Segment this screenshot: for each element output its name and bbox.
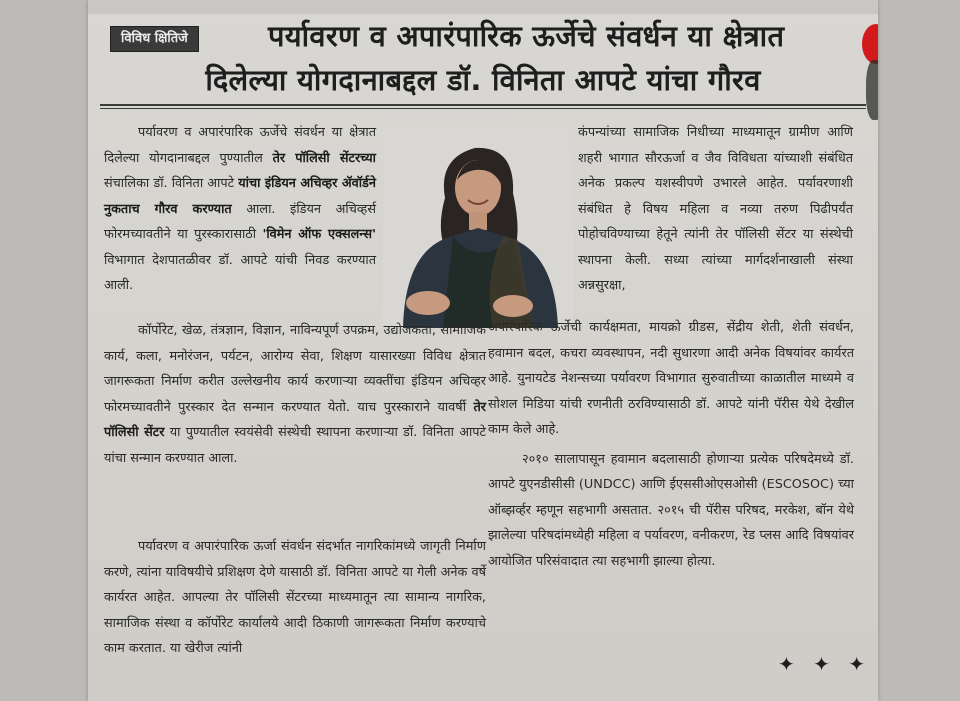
- paragraph-awards: [104, 318, 486, 471]
- article-column-3: [578, 120, 853, 299]
- paragraph-awareness: पर्यावरण व अपारंपारिक ऊर्जा संवर्धन संदर्भात नागरिकांमध्ये जागृती निर्माण करणे, त्यांना याविषयीचे प्रशिक्षण देणे यासाठी डॉ. विनिता आपटे या गेली अनेक वर्षे कार्यरत आहेत. आपल्या तेर पॉलिसी सेंटरच्या माध्यमातून त्या सामान्य नागरिक, सामाजिक संस्था व कॉर्पोरेट कार्यालये आदी ठिकाणी जागरूकता निर्माण करण्याचे काम करतात. या खेरीज त्यांनी: [104, 539, 486, 656]
- paragraph-projects: कंपन्यांच्या सामाजिक निधीच्या माध्यमातून ग्रामीण आणि शहरी भागात सौरऊर्जा व जैव विविधता यांच्याशी संबंधित अनेक प्रकल्प यशस्वीपणे उभारले आहेत. पर्यावरणाशी संबंधित हे विषय महिला व नव्या तरुण पिढीपर्यंत पोहोचविण्याच्या हेतूने त्यांनी तेर पॉलिसी सेंटर या संस्थेची स्थापना केली. सध्या त्यांच्या मार्गदर्शनाखाली संस्था अन्नसुरक्षा,: [578, 125, 853, 293]
- paragraph-conferences: २०१० सालापासून हवामान बदलासाठी होणाऱ्या प्रत्येक परिषदेमध्ये डॉ. आपटे युएनडीसीसी (UNDCC) आणि ईएससीओएसओसी (ESCOSOC) च्या ऑब्झर्व्हर म्हणून सहभागी असतात. २०१५ ची पॅरीस परिषद, मरकेश, बॉन येथे झालेल्या परिषदांमध्येही महिला व पर्यावरण, वनीकरण, रेड प्लस आदि विषयांवर आयोजित परिसंवादात त्या सहभागी झाल्या होत्या.: [488, 451, 854, 569]
- paragraph-work-areas: अपारंपारिक ऊर्जेची कार्यक्षमता, मायक्रो ग्रीडस, सेंद्रीय शेती, शेती संवर्धन, हवामान बदल, कचरा व्यवस्थापन, नदी सुधारणा आदी अनेक विषयांवर कार्यरत आहे. युनायटेड नेशन्सच्या पर्यावरण विभागात सुरुवातीच्या काळातील माध्यमे व सोशल मिडिया यांची रणनीती ठरविण्यासाठी डॉ. आपटे यांनी पॅरीस येथे देखील काम केले आहे.: [488, 320, 854, 437]
- para1-bold-b: तेर पॉलिसी सेंटरच्या: [272, 150, 376, 166]
- section-tag: विविध क्षितिजे: [110, 26, 199, 52]
- article-column-2: [104, 318, 486, 471]
- para1-text-g: विभागात देशपातळीवर डॉ. आपटे यांची निवड करण्यात आली.: [104, 252, 376, 293]
- page-top-band: [88, 0, 878, 14]
- article-column-1: [104, 120, 376, 299]
- headline-rule-thin: [100, 108, 866, 109]
- headline-line-2: दिलेल्या योगदानाबद्दल डॉ. विनिता आपटे यांचा गौरव: [205, 63, 761, 97]
- para1-bold-d: यांचा इंडियन अचिव्हर ॲवॉर्डने नुकताच गौरव करण्यात: [104, 176, 376, 217]
- para1-text-e: आला. इंडियन अचिव्हर्स फोरमच्यावतीने या पुरस्कारासाठी: [104, 201, 376, 242]
- headline-line-1: पर्यावरण व अपारंपारिक ऊर्जेचे संवर्धन या क्षेत्रात: [268, 19, 785, 53]
- end-of-article-stars: ✦ ✦ ✦: [778, 652, 871, 676]
- para2-bold-b: तेर पॉलिसी सेंटर: [104, 399, 486, 440]
- para1-text-a: पर्यावरण व अपारंपारिक ऊर्जेचे संवर्धन या क्षेत्रात दिलेल्या योगदानाबद्दल पुण्यातील: [104, 125, 376, 166]
- article-column-2b: [104, 534, 486, 662]
- newspaper-page: [88, 0, 878, 701]
- headline-rule: [100, 104, 866, 106]
- paragraph-intro: [104, 120, 376, 299]
- headline: [88, 14, 878, 102]
- portrait-illustration: [383, 128, 573, 328]
- para2-text-a: कॉर्पोरेट, खेळ, तंत्रज्ञान, विज्ञान, नाविन्यपूर्ण उपक्रम, उद्योजकता, सामाजिक कार्य, कला, मनोरंजन, पर्यटन, आरोग्य सेवा, शिक्षण यासारख्या विविध क्षेत्रात जागरूकता निर्माण करीत उल्लेखनीय कार्य करणाऱ्या व्यक्तींचा इंडियन अचिव्हर फोरमच्यावतीने पुरस्कार देत सन्मान करण्यात येतो. याच पुरस्काराने यावर्षी: [104, 323, 486, 415]
- article-column-4: [488, 315, 854, 574]
- portrait-photo: [383, 128, 573, 328]
- para1-bold-f: 'विमेन ऑफ एक्सलन्स': [262, 227, 376, 242]
- para1-text-c: संचालिका डॉ. विनिता आपटे: [104, 176, 239, 191]
- para2-text-c: या पुण्यातील स्वयंसेवी संस्थेची स्थापना करणाऱ्या डॉ. विनिता आपटे यांचा सन्मान करण्यात आला.: [104, 425, 486, 466]
